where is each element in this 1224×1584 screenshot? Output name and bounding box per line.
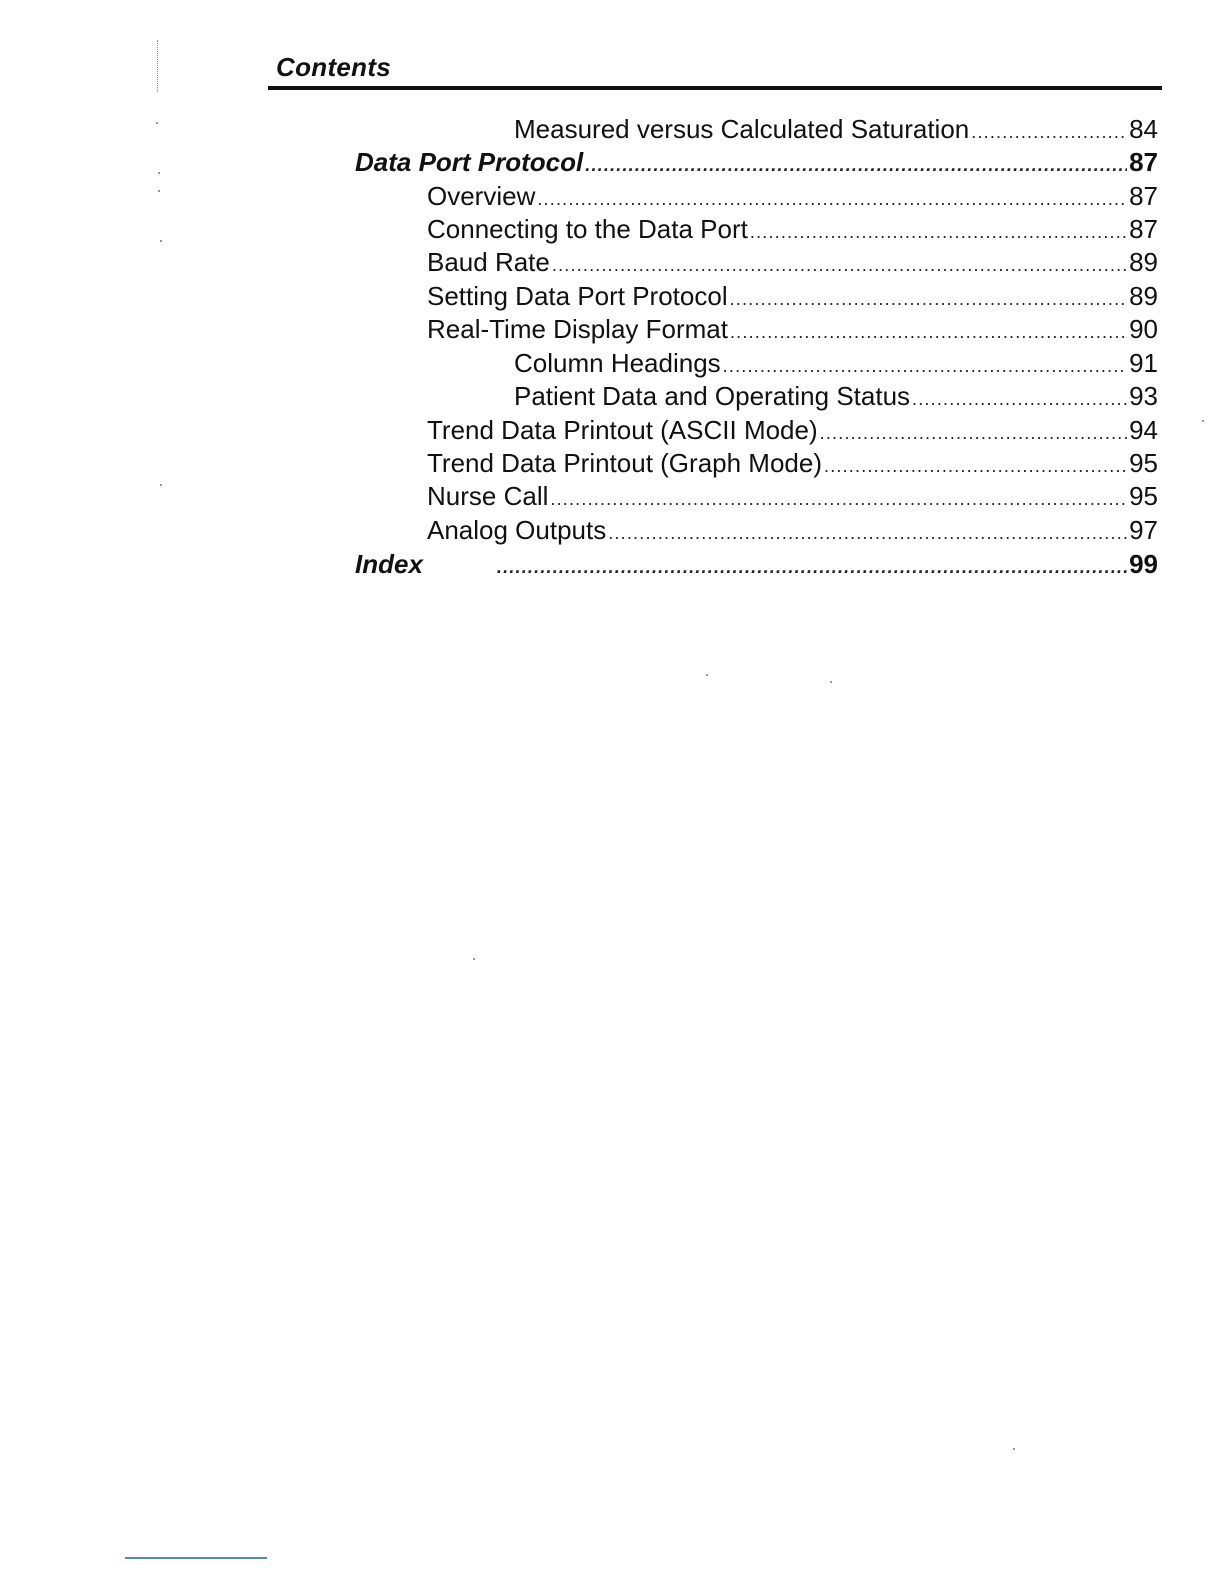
toc-entry-trend-data-printout-ascii[interactable] [427,411,1158,445]
scan-speck [160,240,162,242]
dot-leader [497,555,1127,579]
toc-entry-page: 89 [1129,281,1158,311]
toc-entry-title: Setting Data Port Protocol [427,281,728,311]
toc-entry-page: 99 [1129,549,1158,579]
toc-entry-baud-rate[interactable] [427,243,1158,277]
dot-leader [723,354,1127,378]
scan-speck [473,958,475,960]
toc-entry-column-headings[interactable] [514,344,1158,378]
toc-entry-title: Overview [427,181,536,211]
dot-leader [730,320,1127,344]
toc-entry-title: Patient Data and Operating Status [514,381,911,411]
scan-speck [160,484,162,486]
toc-entry-title: Nurse Call [427,481,549,511]
page-title: Contents [276,52,392,82]
toc-entry-title: Measured versus Calculated Saturation [514,114,970,144]
toc-entry-page: 95 [1129,481,1158,511]
toc-entry-page: 94 [1129,415,1158,445]
dot-leader [750,220,1127,244]
scan-speck [1013,1448,1015,1450]
footer-rule [125,1557,267,1559]
toc-entry-page: 97 [1129,515,1158,545]
toc-entry-title: Analog Outputs [427,515,607,545]
toc-entry-page: 91 [1129,348,1158,378]
toc-entry-page: 89 [1129,247,1158,277]
toc-entry-page: 95 [1129,448,1158,478]
toc-entry-analog-outputs[interactable] [427,511,1158,545]
dot-leader [730,287,1127,311]
toc-entry-title: Trend Data Printout (ASCII Mode) [427,415,818,445]
dot-leader [971,120,1127,144]
toc-entry-page: 93 [1129,381,1158,411]
toc-entry-title: Real-Time Display Format [427,314,728,344]
dot-leader [550,487,1127,511]
dot-leader [552,253,1127,277]
toc-entry-overview[interactable] [427,177,1158,211]
toc-entry-title: Trend Data Printout (Graph Mode) [427,448,822,478]
toc-entry-title: Data Port Protocol [355,147,584,177]
toc-entry-page: 90 [1129,314,1158,344]
toc-entry-nurse-call[interactable] [427,477,1158,511]
dot-leader [585,153,1127,177]
toc-entry-page: 87 [1129,214,1158,244]
toc-entry-measured-vs-calculated-saturation[interactable] [514,110,1158,144]
scan-speck [158,190,160,192]
scan-speck [706,674,708,676]
toc-entry-connecting-to-data-port[interactable] [427,210,1158,244]
table-of-contents [0,0,1224,600]
scan-speck [156,122,158,124]
toc-entry-data-port-protocol[interactable] [355,143,1158,177]
toc-entry-trend-data-printout-graph[interactable] [427,444,1158,478]
scan-speck [830,681,832,683]
toc-entry-title: Connecting to the Data Port [427,214,748,244]
toc-entry-page: 87 [1129,181,1158,211]
toc-entry-patient-data-operating-status[interactable] [514,377,1158,411]
dot-leader [820,421,1127,445]
toc-entry-real-time-display-format[interactable] [427,310,1158,344]
toc-entry-title: Index [355,549,423,579]
dot-leader [912,387,1127,411]
toc-entry-setting-data-port-protocol[interactable] [427,277,1158,311]
dot-leader [824,454,1127,478]
scan-speck [158,172,160,174]
toc-entry-title: Column Headings [514,348,721,378]
toc-entry-page: 87 [1129,147,1158,177]
toc-entry-title: Baud Rate [427,247,550,277]
scan-speck [1202,420,1204,422]
toc-entry-page: 84 [1129,114,1158,144]
toc-entry-index[interactable] [355,545,1158,579]
dot-leader [537,187,1127,211]
dot-leader [608,521,1127,545]
